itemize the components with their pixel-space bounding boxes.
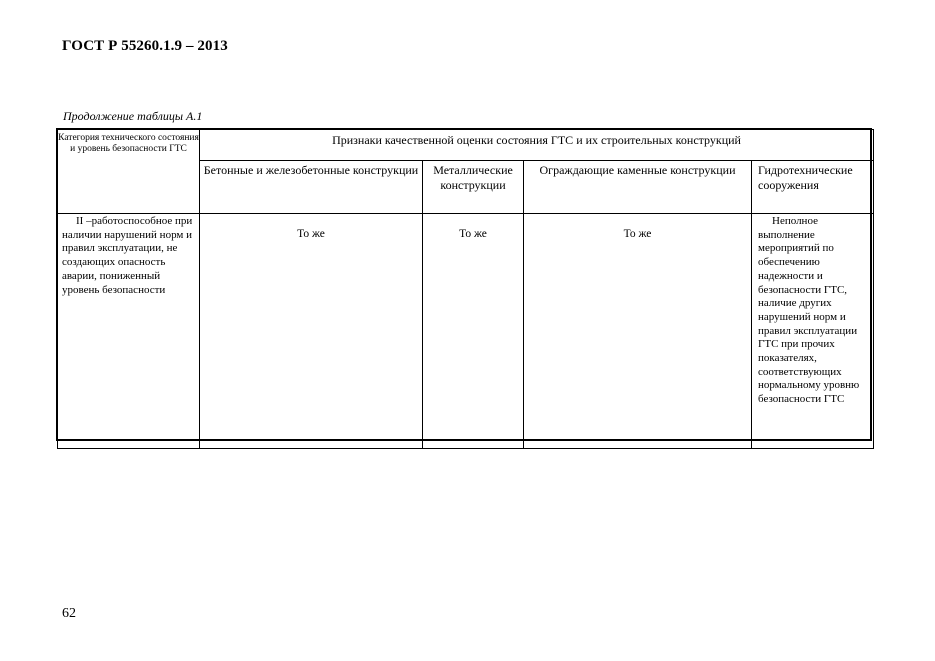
concrete-cell: То же [200, 214, 423, 449]
assessment-table [57, 129, 874, 449]
category-text: II –работоспособное при наличии нарушений норм и правил эксплуатации, не создающих опасность аварии, пониженный уровень безопасности [62, 215, 193, 296]
page-number: 62 [62, 606, 76, 621]
category-cell [58, 214, 200, 449]
header-row-1 [58, 130, 874, 161]
signs-group-header: Признаки качественной оценки состояния ГТС и их строительных конструкций [200, 130, 874, 161]
hydro-column-header: Гидротехнические сооружения [752, 161, 874, 214]
category-column-header: Категория технического состояния и уровень безопасности ГТС [58, 130, 200, 214]
document-title: ГОСТ Р 55260.1.9 – 2013 [62, 38, 228, 54]
metal-column-header: Металлические конструкции [423, 161, 524, 214]
metal-cell: То же [423, 214, 524, 449]
hydro-cell [752, 214, 874, 449]
hydro-text: Неполное выполнение мероприятий по обеспечению надежности и безопасности ГТС, наличие других нарушений норм и правил эксплуатации ГТС при прочих показателях, соответствующих нормальному уровню безопасности ГТС [758, 215, 860, 406]
concrete-column-header: Бетонные и железобетонные конструкции [200, 161, 423, 214]
stone-cell: То же [524, 214, 752, 449]
table-caption: Продолжение таблицы А.1 [63, 109, 203, 123]
stone-column-header: Ограждающие каменные конструкции [524, 161, 752, 214]
table-row [58, 214, 874, 449]
